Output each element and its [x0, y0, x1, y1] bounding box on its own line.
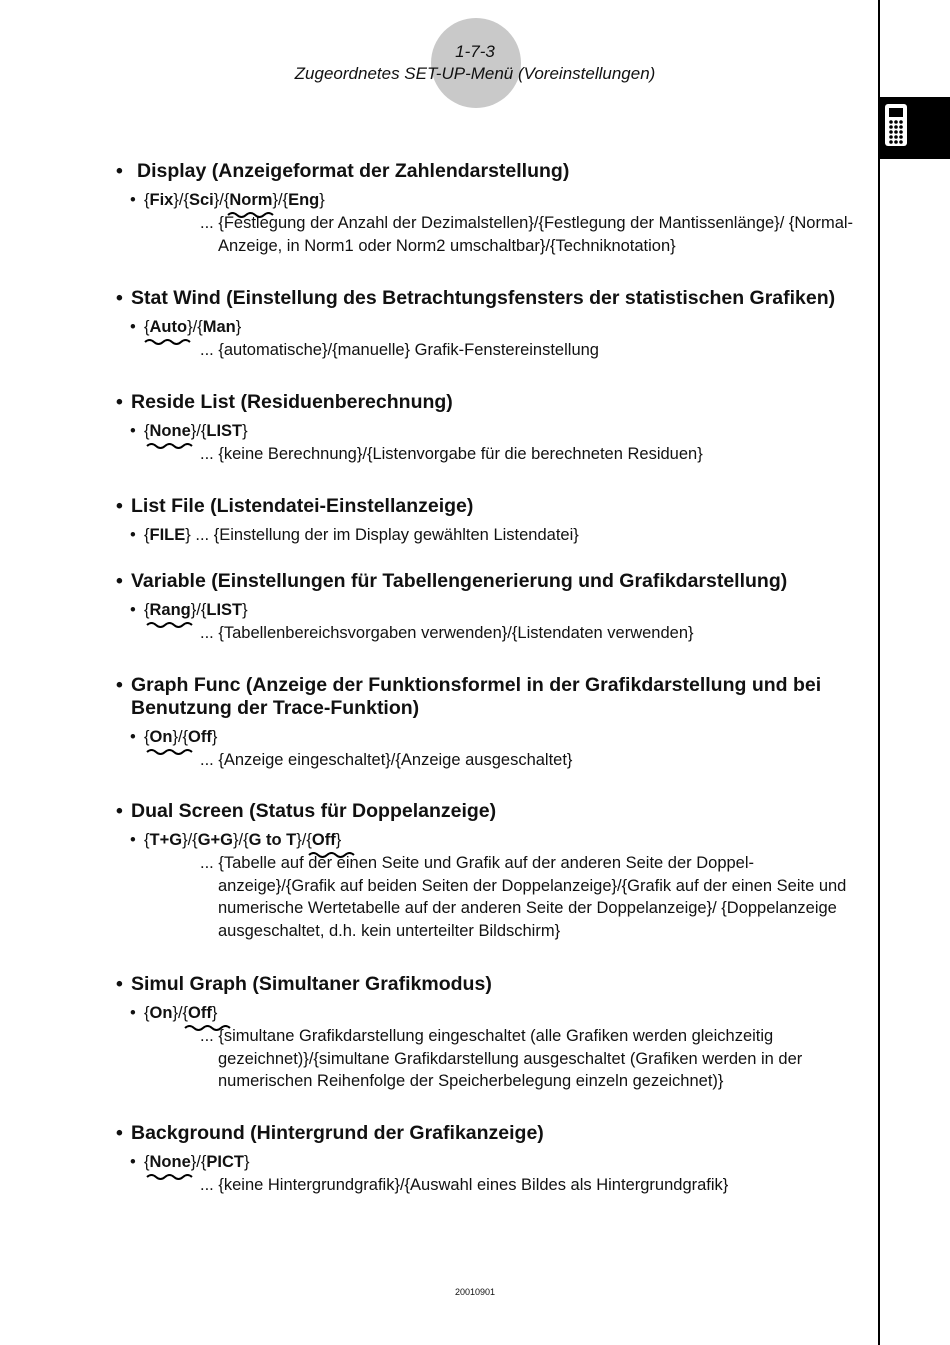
default-marker	[226, 211, 276, 219]
section-dual-screen	[116, 800, 866, 942]
bullet: •	[116, 287, 123, 309]
section-description: ... {Tabelle auf der einen Seite und Grafik auf der anderen Seite der Doppel- anzeige}/{Grafik auf beiden Seiten der Doppelanzeige}/{Grafik auf der einen Seite und numerische Wertetabelle auf der anderen Seite der Doppelanzeige}/ {Doppelanzeige ausgeschaltet, d.h. kein unterteilter Bildschirm}	[200, 854, 847, 940]
bullet: •	[116, 674, 123, 696]
default-marker	[145, 748, 177, 756]
bullet: •	[116, 391, 123, 413]
option-off: Off	[188, 728, 212, 746]
option-file: FILE	[149, 526, 186, 544]
section-variable	[116, 570, 866, 645]
option-none: None	[149, 422, 191, 440]
default-marker	[145, 621, 195, 629]
default-marker	[145, 442, 195, 450]
option-list: LIST	[206, 422, 243, 440]
page-edge-line	[878, 0, 880, 1345]
option-none: None	[149, 1153, 191, 1171]
option-pict: PICT	[206, 1153, 244, 1171]
bullet: •	[116, 973, 123, 995]
section-description: ... {Festlegung der Anzahl der Dezimalstellen}/{Festlegung der Mantissenlänge}/ {Normal-Anzeige, in Norm1 oder Norm2 umschaltbar}/{Techniknotation}	[200, 214, 854, 255]
section-description: ... {simultane Grafikdarstellung eingeschaltet (alle Grafiken werden gleichzeitig gezeichnet)}/{simultane Grafikdarstellung ausgeschaltet (Grafiken werden in der numerischen Reihenfolge der Speicherbelegung einzeln gezeichnet)}	[200, 1027, 803, 1091]
section-background	[116, 1122, 866, 1197]
default-marker	[307, 851, 341, 859]
option-line: • {Auto }/{Man}	[130, 316, 866, 338]
option-t-g: T+G	[149, 831, 183, 849]
page-number: 1-7-3	[455, 42, 495, 61]
section-description: ... {Anzeige eingeschaltet}/{Anzeige ausgeschaltet}	[200, 751, 573, 769]
bullet: •	[116, 160, 123, 182]
section-description: ... {keine Hintergrundgrafik}/{Auswahl eines Bildes als Hintergrundgrafik}	[200, 1176, 729, 1194]
bullet: •	[116, 495, 123, 517]
section-title: Variable (Einstellungen für Tabellengenerierung und Grafikdarstellung)	[131, 570, 788, 592]
section-list-file	[116, 495, 866, 546]
option-line: • {T+G}/{G+G}/{G to T}/{Off }	[130, 829, 866, 851]
option-off: Off	[188, 1004, 212, 1022]
default-marker	[145, 1173, 195, 1181]
footer-code: 20010901	[454, 1287, 496, 1297]
section-display	[116, 160, 866, 257]
section-title: List File (Listendatei-Einstellanzeige)	[131, 495, 474, 517]
option-auto: Auto	[149, 318, 188, 336]
section-title: Reside List (Residuenberechnung)	[131, 391, 453, 413]
section-title: Background (Hintergrund der Grafikanzeige)	[131, 1122, 544, 1144]
chapter-tab	[880, 97, 950, 159]
option-line: • {Fix}/{Sci}/{Norm }/{Eng}	[130, 189, 866, 211]
section-title: Display (Anzeigeformat der Zahlendarstellung)	[137, 160, 570, 182]
bullet: •	[116, 570, 123, 592]
calculator-icon	[880, 97, 950, 159]
option-eng: Eng	[288, 191, 320, 209]
option-sci: Sci	[188, 191, 214, 209]
option-line: • {On }/{Off}	[130, 726, 866, 748]
default-marker	[183, 1024, 217, 1032]
option-line: • {Rang }/{LIST}	[130, 599, 866, 621]
section-title: Stat Wind (Einstellung des Betrachtungsfensters der statistischen Grafiken)	[131, 287, 836, 309]
option-on: On	[149, 1004, 173, 1022]
page-number-circle	[431, 18, 521, 108]
page-subtitle: Zugeordnetes SET-UP-Menü (Voreinstellungen)	[294, 64, 656, 83]
option-rang: Rang	[149, 601, 191, 619]
section-title: Simul Graph (Simultaner Grafikmodus)	[131, 973, 492, 995]
option-on: On	[149, 728, 173, 746]
section-description: ... {keine Berechnung}/{Listenvorgabe für die berechneten Residuen}	[200, 445, 703, 463]
section-stat-wind	[116, 287, 866, 362]
option-g-g: G+G	[197, 831, 233, 849]
option-line: • {None }/{PICT}	[130, 1151, 866, 1173]
section-description: ... {automatische}/{manuelle} Grafik-Fenstereinstellung	[200, 341, 599, 359]
default-marker	[143, 338, 193, 346]
option-line: • {On}/{Off }	[130, 1002, 866, 1024]
section-description: ... {Tabellenbereichsvorgaben verwenden}/{Listendaten verwenden}	[200, 624, 694, 642]
option-man: Man	[202, 318, 236, 336]
option-fix: Fix	[149, 191, 174, 209]
section-graph-func	[116, 674, 866, 772]
option-line: • {FILE} ... {Einstellung der im Display gewählten Listendatei}	[130, 526, 579, 544]
section-reside-list	[116, 391, 866, 466]
bullet: •	[116, 800, 123, 822]
section-simul-graph	[116, 973, 866, 1093]
section-title: Graph Func (Anzeige der Funktionsformel in der Grafikdarstellung und bei Benutzung der Trace-Funktion)	[131, 674, 822, 719]
option-g-to-t: G to T	[248, 831, 297, 849]
bullet: •	[116, 1122, 123, 1144]
option-list: LIST	[206, 601, 243, 619]
option-off: Off	[311, 831, 336, 849]
option-line: • {None }/{LIST}	[130, 420, 866, 442]
section-title: Dual Screen (Status für Doppelanzeige)	[131, 800, 497, 822]
section-description: ... {Einstellung der im Display gewählten Listendatei}	[195, 526, 579, 544]
option-norm: Norm	[229, 191, 273, 209]
